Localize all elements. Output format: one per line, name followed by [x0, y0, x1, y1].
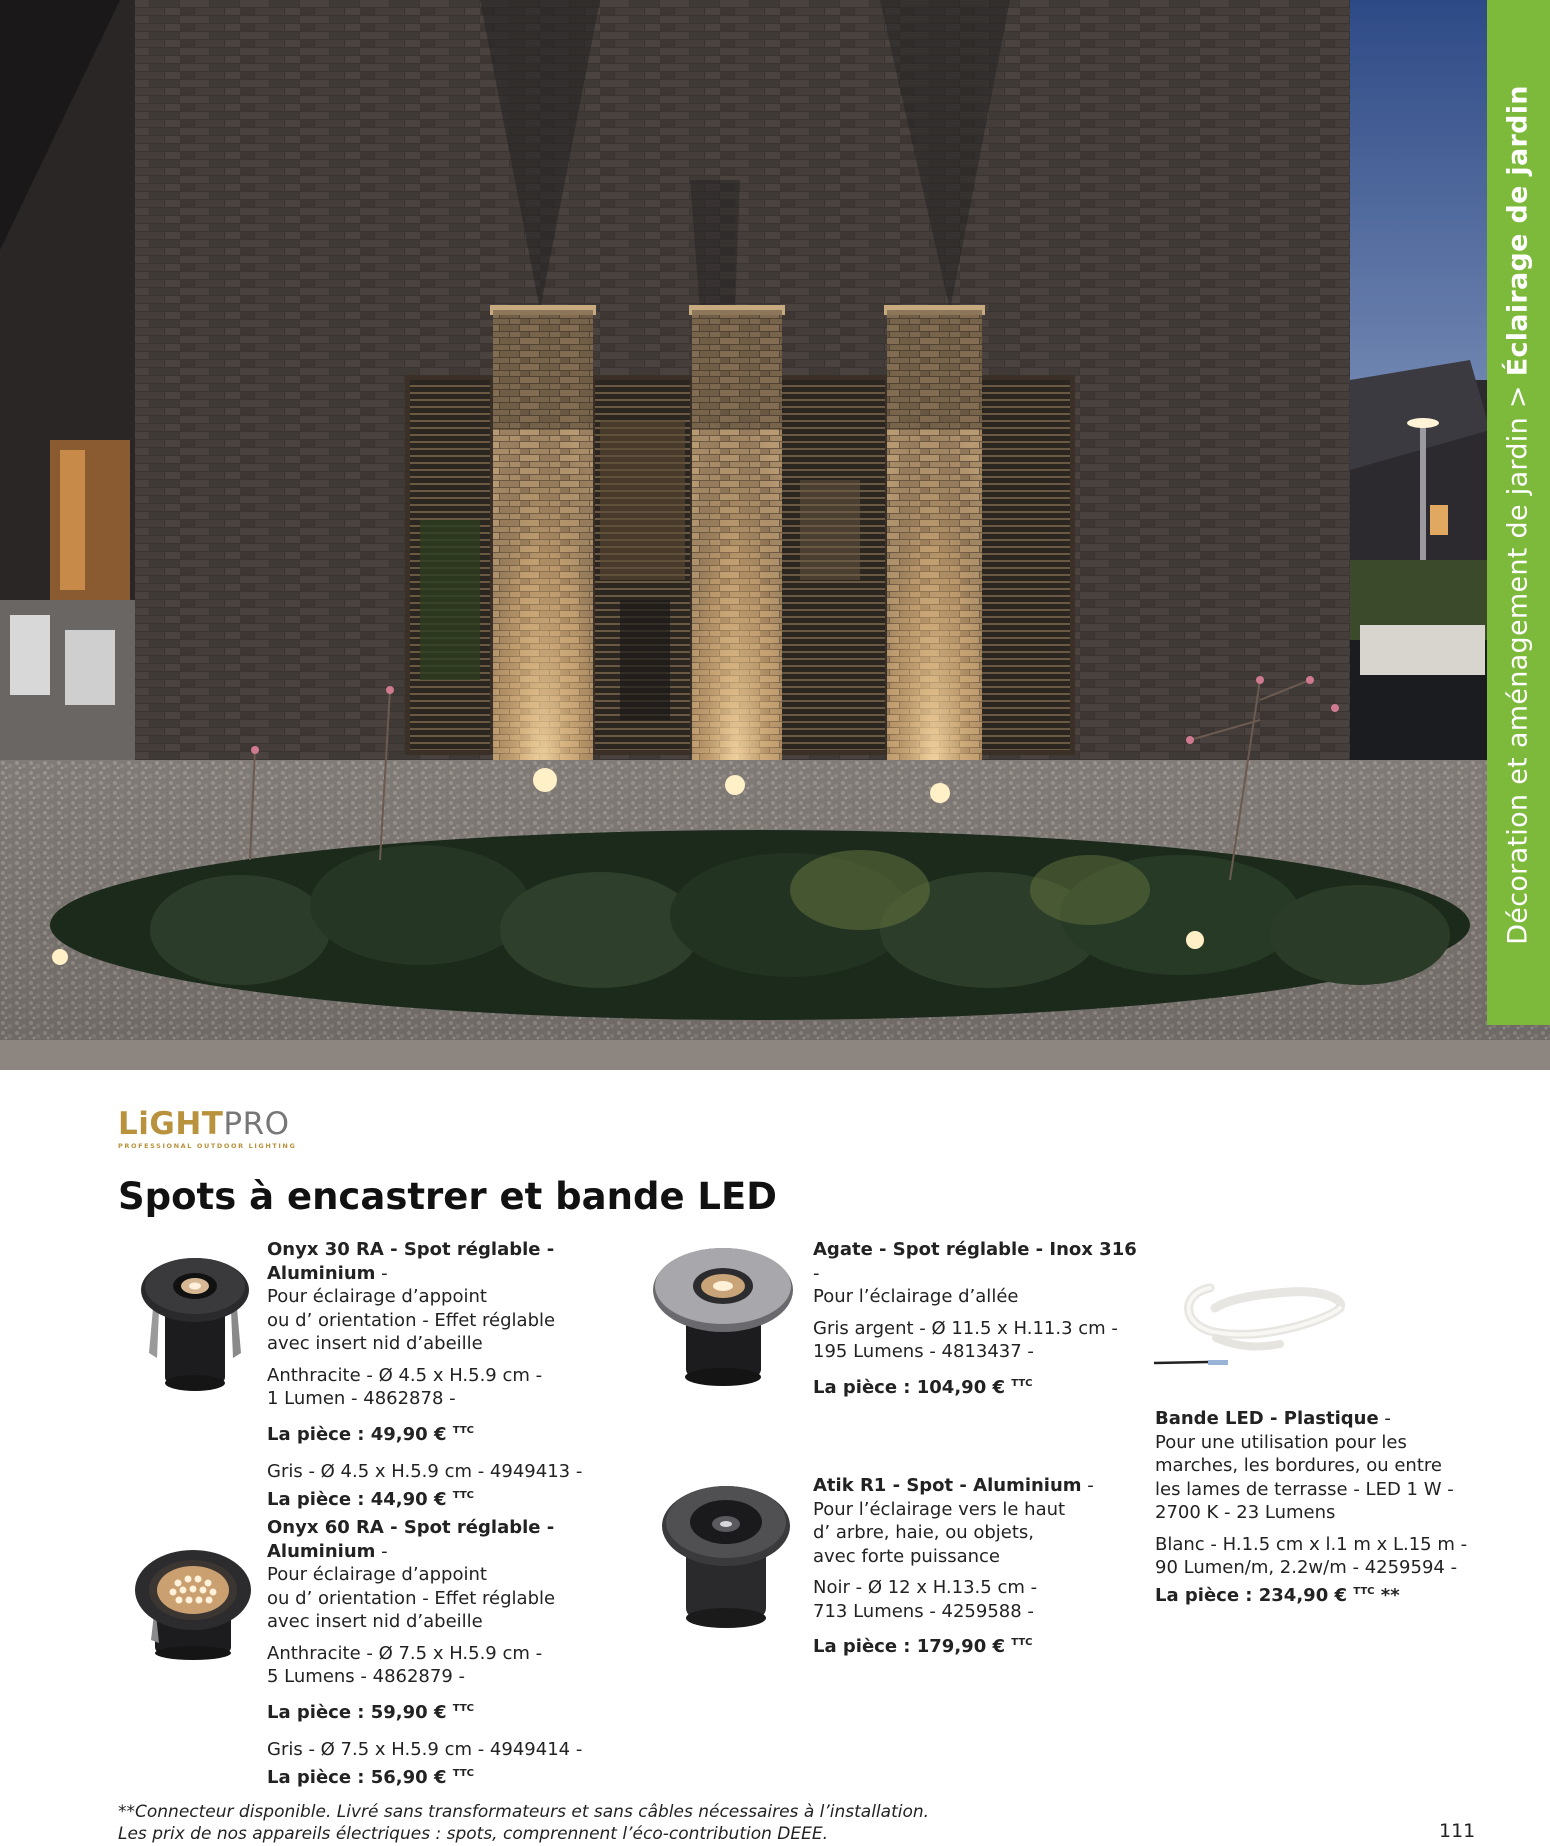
- name-separator: -: [375, 1262, 388, 1284]
- product-desc-line: ou d’ orientation - Effet réglable: [267, 1309, 556, 1331]
- product-desc-line: avec insert nid d’abeille: [267, 1611, 483, 1632]
- brand-name-pro: PRO: [223, 1106, 290, 1142]
- product-desc-line: avec forte puissance: [813, 1545, 1000, 1567]
- variant-spec-line: Anthracite - Ø 7.5 x H.5.9 cm -: [267, 1642, 543, 1664]
- led-strip-image: [1150, 1268, 1350, 1373]
- footnote: [118, 1801, 929, 1845]
- variant-spec-line: 195 Lumens - 4813437 -: [813, 1341, 1034, 1362]
- variant-spec-line: Noir - Ø 12 x H.13.5 cm -: [813, 1577, 1038, 1598]
- variant-price: La pièce : 234,90 €: [1155, 1584, 1348, 1606]
- name-separator: -: [1378, 1408, 1391, 1429]
- product-agate: [813, 1238, 1143, 1399]
- product-desc-line: marches, les bordures, ou entre: [1155, 1455, 1442, 1476]
- product-desc-line: les lames de terrasse - LED 1 W -: [1155, 1478, 1454, 1500]
- name-separator: -: [1081, 1475, 1094, 1496]
- agate-spot-image: [651, 1240, 796, 1388]
- product-onyx-30: [267, 1238, 647, 1511]
- product-desc-line: 2700 K - 23 Lumens: [1155, 1502, 1336, 1523]
- variant-price: La pièce : 59,90 €: [267, 1701, 447, 1723]
- product-desc-line: Pour l’éclairage vers le haut: [813, 1498, 1066, 1520]
- product-onyx-60: [267, 1516, 647, 1789]
- variant-spec-line: Gris - Ø 4.5 x H.5.9 cm - 4949413 -: [267, 1461, 583, 1482]
- product-desc-line: Pour éclairage d’appoint: [267, 1286, 487, 1307]
- section-band: [1487, 0, 1550, 1025]
- variant-spec-line: Blanc - H.1.5 cm x l.1 m x L.15 m -: [1155, 1533, 1468, 1555]
- tax-label: TTC: [452, 1489, 474, 1501]
- product-bande-led: [1155, 1407, 1535, 1607]
- product-name: Bande LED - Plastique: [1155, 1408, 1379, 1429]
- tax-label: TTC: [1011, 1377, 1033, 1389]
- variant-price: La pièce : 49,90 €: [267, 1423, 447, 1445]
- variant-spec-line: 1 Lumen - 4862878 -: [267, 1388, 456, 1409]
- variant-spec-line: 713 Lumens - 4259588 -: [813, 1600, 1034, 1622]
- product-name: Agate - Spot réglable - Inox 316: [813, 1239, 1137, 1260]
- page-title: Spots à encastrer et bande LED: [118, 1175, 777, 1218]
- variant-price: La pièce : 179,90 €: [813, 1636, 1006, 1657]
- onyx-30-spot-image: [135, 1248, 255, 1393]
- variant-spec-line: 5 Lumens - 4862879 -: [267, 1666, 466, 1687]
- brand-tagline: PROFESSIONAL OUTDOOR LIGHTING: [118, 1142, 297, 1150]
- product-desc-line: d’ arbre, haie, ou objets,: [813, 1522, 1035, 1543]
- name-separator: -: [813, 1262, 820, 1284]
- product-name: Atik R1 - Spot - Aluminium: [813, 1475, 1082, 1496]
- product-desc-line: avec insert nid d’abeille: [267, 1333, 483, 1354]
- product-desc-line: ou d’ orientation - Effet réglable: [267, 1587, 556, 1609]
- section-category: Décoration et aménagement de jardin >: [1502, 376, 1534, 945]
- variant-spec-line: Gris argent - Ø 11.5 x H.11.3 cm -: [813, 1317, 1118, 1339]
- product-desc-line: Pour une utilisation pour les: [1155, 1431, 1407, 1453]
- variant-spec-line: Anthracite - Ø 4.5 x H.5.9 cm -: [267, 1364, 543, 1386]
- page-number: 111: [1439, 1820, 1476, 1842]
- variant-price: La pièce : 104,90 €: [813, 1376, 1006, 1398]
- section-breadcrumb: [1503, 85, 1534, 945]
- tax-label: TTC: [452, 1424, 474, 1436]
- variant-spec-line: 90 Lumen/m, 2.2w/m - 4259594 -: [1155, 1557, 1458, 1578]
- brand-name-light: LiGHT: [118, 1106, 224, 1142]
- tax-label: TTC: [1011, 1637, 1033, 1648]
- variant-price: La pièce : 56,90 €: [267, 1766, 447, 1788]
- product-name: Onyx 30 RA - Spot réglable - Aluminium: [267, 1239, 555, 1284]
- footnote-line: **Connecteur disponible. Livré sans transformateurs et sans câbles nécessaires à l’installation.: [118, 1802, 930, 1822]
- tax-label: TTC: [452, 1767, 474, 1779]
- tax-label: TTC: [452, 1702, 474, 1714]
- product-atik-r1: [813, 1474, 1143, 1659]
- onyx-60-spot-image: [133, 1545, 253, 1660]
- footnote-line: Les prix de nos appareils électriques : spots, comprennent l’éco-contribution DEEE.: [118, 1824, 828, 1844]
- brand-logo: [118, 1107, 298, 1155]
- tax-label: TTC: [1353, 1585, 1375, 1597]
- atik-r1-spot-image: [658, 1478, 793, 1628]
- name-separator: -: [375, 1540, 388, 1562]
- variant-price: La pièce : 44,90 €: [267, 1488, 447, 1510]
- product-desc-line: Pour l’éclairage d’allée: [813, 1286, 1019, 1307]
- product-name: Onyx 60 RA - Spot réglable - Aluminium: [267, 1517, 555, 1562]
- section-subcategory: Éclairage de jardin: [1502, 85, 1534, 377]
- product-desc-line: Pour éclairage d’appoint: [267, 1564, 487, 1585]
- price-footnote-mark: **: [1374, 1584, 1400, 1606]
- variant-spec-line: Gris - Ø 7.5 x H.5.9 cm - 4949414 -: [267, 1739, 583, 1760]
